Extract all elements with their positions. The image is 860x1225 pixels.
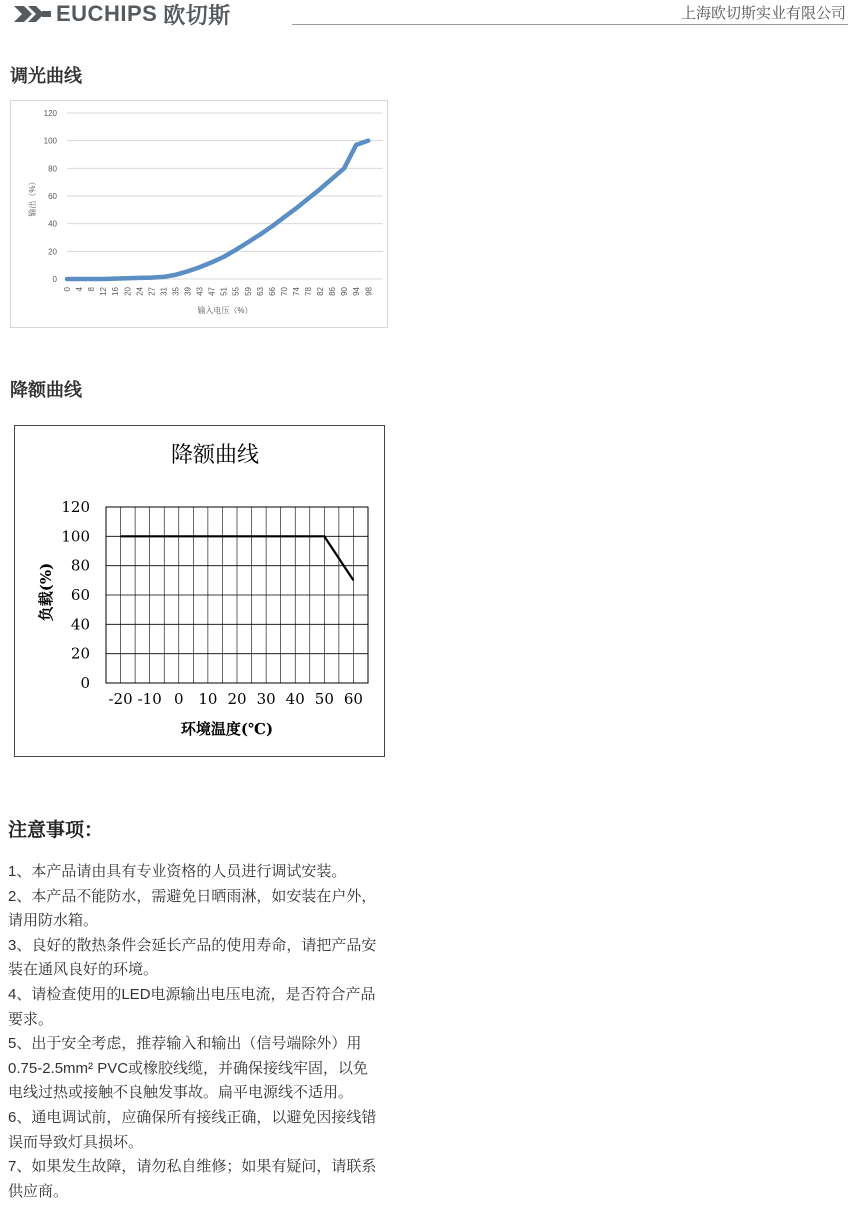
x-tick-label: 35	[171, 287, 181, 296]
x-axis-label: 环境温度(℃)	[180, 720, 274, 738]
x-tick-label: 27	[147, 287, 157, 296]
x-tick-label: 70	[279, 287, 289, 296]
x-tick-label: 39	[183, 287, 193, 296]
x-tick-label: 86	[328, 287, 338, 296]
note-line: 1、本产品请由具有专业资格的人员进行调试安装。	[8, 863, 347, 880]
note-line: 误而导致灯具损坏。	[8, 1133, 144, 1151]
note-line: 要求。	[8, 1010, 54, 1028]
y-tick-label: 20	[70, 644, 90, 663]
brand-cn: 欧切斯	[163, 2, 231, 28]
company-name: 上海欧切斯实业有限公司	[680, 4, 846, 22]
note-line: 3、良好的散热条件会延长产品的使用寿命，请把产品安	[8, 936, 377, 954]
y-tick-label: 120	[43, 109, 57, 118]
y-tick-label: 60	[48, 192, 57, 201]
x-tick-label: 74	[291, 287, 301, 296]
derating-chart-svg	[15, 426, 384, 756]
x-tick-label: 50	[314, 690, 334, 708]
x-tick-label: 0	[174, 690, 184, 708]
y-tick-label: 100	[43, 136, 57, 146]
x-tick-label: 8	[87, 287, 97, 292]
header-divider	[292, 24, 848, 25]
x-tick-label: 59	[243, 287, 253, 296]
x-tick-label: 20	[123, 287, 133, 296]
notes-list	[8, 860, 408, 1204]
y-axis-label: 输出（%）	[28, 177, 37, 217]
x-tick-label: 82	[316, 287, 326, 296]
y-tick-label: 0	[80, 674, 90, 692]
x-tick-label: 94	[352, 287, 362, 296]
x-tick-label: 10	[198, 690, 218, 708]
note-line: 2、本产品不能防水，需避免日晒雨淋，如安装在户外，	[8, 887, 377, 905]
dimming-curve-title: 调光曲线	[10, 66, 82, 86]
x-tick-label: 55	[231, 287, 241, 296]
x-tick-label: 66	[267, 287, 277, 296]
y-tick-label: 40	[70, 615, 90, 634]
brand-latin: EUCHIPS	[56, 1, 158, 26]
note-line: 0.75-2.5mm² PVC或橡胶线缆，并确保接线牢固，以免	[8, 1059, 369, 1077]
y-tick-label: 100	[61, 527, 90, 546]
logo-chevron-icon	[12, 3, 52, 25]
x-tick-label: 4	[75, 287, 85, 292]
x-tick-label: 31	[159, 287, 169, 296]
note-line: 6、通电调试前，应确保所有接线正确，以避免因接线错	[8, 1108, 377, 1126]
y-tick-label: 60	[70, 586, 90, 604]
x-tick-label: 47	[207, 287, 217, 296]
derating-curve-title: 降额曲线	[10, 380, 82, 400]
y-tick-label: 80	[48, 164, 57, 174]
y-tick-label: 40	[48, 219, 57, 229]
y-axis-label: 负载(%)	[37, 562, 55, 622]
x-tick-label: -20	[108, 690, 133, 708]
x-tick-label: 60	[343, 690, 363, 708]
note-line: 电线过热或接触不良触发事故。扁平电源线不适用。	[8, 1084, 354, 1102]
x-tick-label: 51	[219, 287, 229, 296]
x-tick-label: 63	[255, 287, 265, 296]
x-tick-label: 98	[364, 287, 374, 296]
x-axis-label: 输入电压（%）	[197, 306, 253, 315]
x-tick-label: 90	[340, 287, 350, 296]
note-line: 请用防水箱。	[8, 912, 99, 930]
x-tick-label: 40	[285, 690, 305, 708]
y-tick-label: 20	[48, 247, 57, 257]
note-line: 供应商。	[8, 1182, 69, 1200]
note-line: 5、出于安全考虑，推荐输入和输出（信号端除外）用	[8, 1035, 362, 1053]
note-line: 4、请检查使用的LED电源输出电压电流，是否符合产品	[8, 985, 376, 1003]
dimming-chart	[10, 100, 388, 328]
y-tick-label: 80	[70, 556, 90, 575]
derating-chart	[14, 425, 385, 757]
x-tick-label: 24	[135, 287, 145, 296]
x-tick-label: 16	[111, 287, 121, 296]
note-line: 7、如果发生故障，请勿私自维修；如果有疑问，请联系	[8, 1158, 377, 1176]
x-tick-label: 78	[304, 287, 313, 296]
x-tick-label: 12	[99, 287, 109, 296]
note-line: 装在通风良好的环境。	[8, 961, 159, 979]
x-tick-label: 43	[195, 287, 205, 296]
y-tick-label: 0	[52, 275, 57, 284]
x-tick-label: 0	[63, 287, 72, 292]
brand-logo	[12, 2, 231, 26]
x-tick-label: 30	[256, 690, 276, 708]
derating-chart-title: 降额曲线	[170, 443, 260, 468]
x-tick-label: -10	[137, 690, 162, 708]
x-tick-label: 20	[227, 690, 247, 708]
dimming-series-line	[67, 141, 368, 279]
y-tick-label: 120	[61, 498, 90, 516]
notes-title: 注意事项：	[8, 820, 104, 841]
dimming-chart-svg	[11, 101, 387, 327]
